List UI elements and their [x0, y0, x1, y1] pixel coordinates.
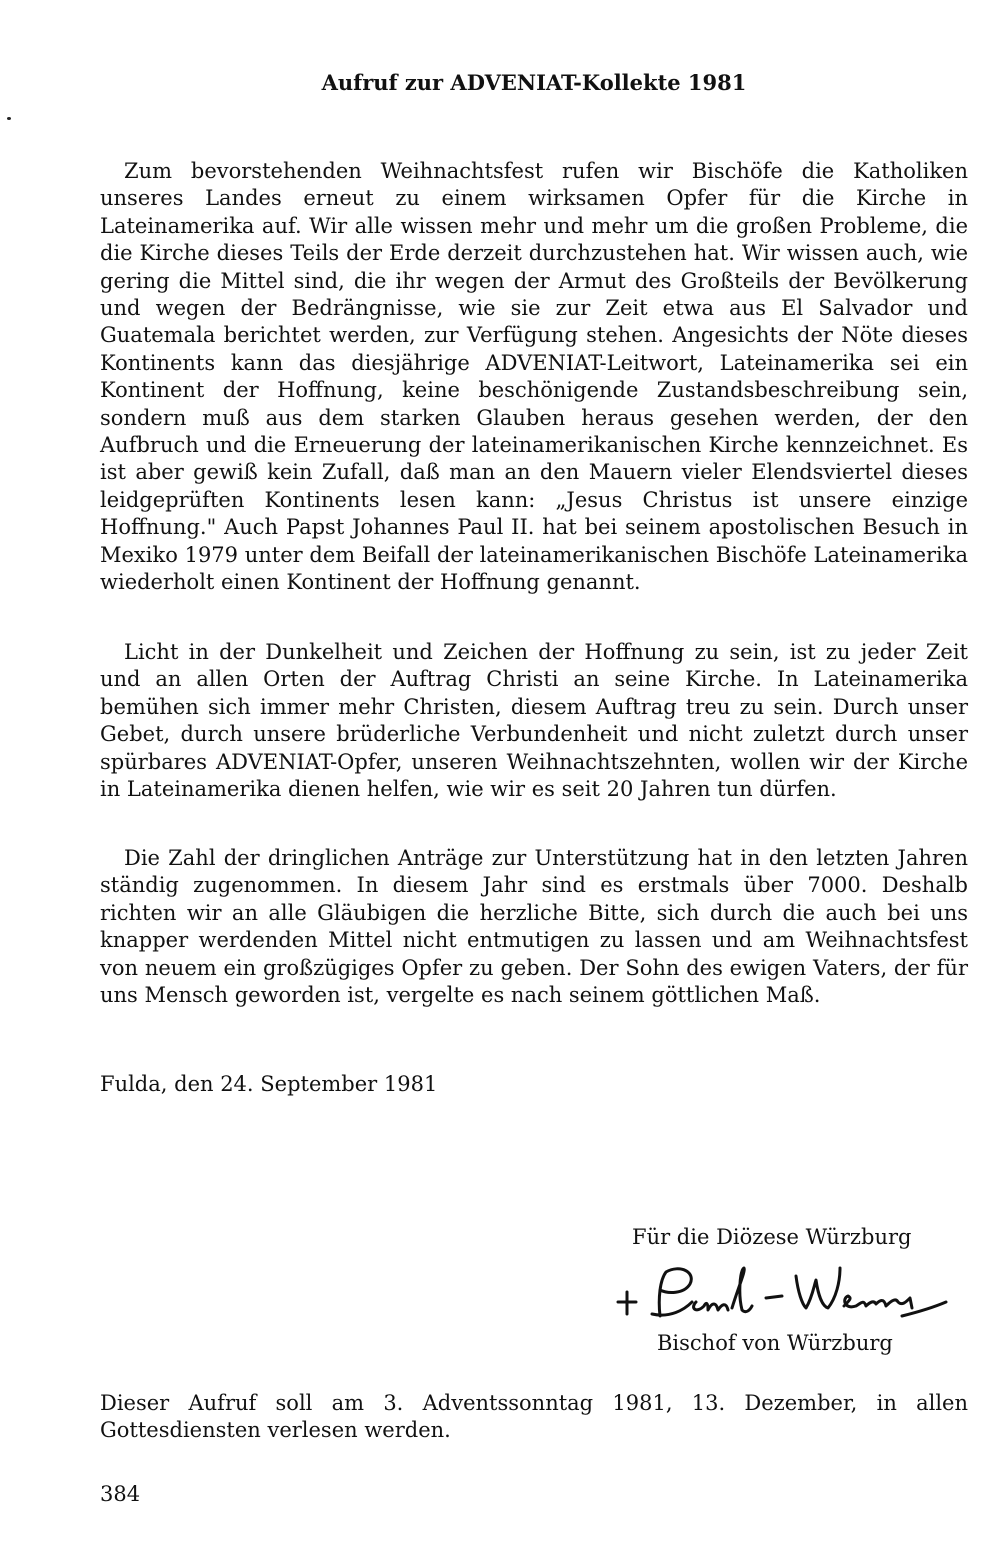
document-title: Aufruf zur ADVENIAT-Kollekte 1981 — [321, 70, 747, 95]
body-paragraph-3 — [100, 845, 968, 1009]
paragraph-text: Licht in der Dunkelheit und Zeichen der Hoffnung zu sein, ist zu jeder Zeit und an allen Orten der Auftrag Christi an seine Kirche. In Lateinamerika bemühen sich immer mehr Christen, diesem Auftrag treu zu sein. Durch unser Gebet, durch unsere brüderliche Verbundenheit und nicht zuletzt durch unser spürbares ADVENIAT-Opfer, unseren Weihnachtszehnten, wollen wir der Kirche in Lateinamerika dienen helfen, wie wir es seit 20 Jahren tun dürfen. — [100, 640, 968, 802]
body-paragraph-1 — [100, 158, 968, 597]
page-number: 384 — [100, 1482, 141, 1506]
paragraph-text: Die Zahl der dringlichen Anträge zur Unterstützung hat in den letzten Jahren ständig zugenommen. In diesem Jahr sind es erstmals über 7000. Deshalb richten wir an alle Gläubigen die herzliche Bitte, sich durch die auch bei uns knapper werdenden Mittel nicht entmutigen zu lassen und am Weihnachtsfest von neuem ein großzügiges Opfer zu geben. Der Sohn des ewigen Vaters, der für uns Mensch geworden ist, vergelte es nach seinem göttlichen Maß. — [100, 846, 968, 1008]
diocese-line: Für die Diözese Würzburg — [632, 1225, 912, 1249]
place-date: Fulda, den 24. September 1981 — [100, 1072, 438, 1096]
scan-speck — [7, 117, 11, 120]
handwritten-signature — [600, 1258, 960, 1330]
paragraph-text: Zum bevorstehenden Weihnachtsfest rufen wir Bischöfe die Katholiken unseres Landes erneut zu einem wirksamen Opfer für die Kirche in Lateinamerika auf. Wir alle wissen mehr und mehr um die großen Probleme, die die Kirche dieses Teils der Erde derzeit durchzustehen hat. Wir wissen auch, wie gering die Mittel sind, die ihr wegen der Armut des Großteils der Bevölkerung und wegen der Bedrängnisse, wie sie zur Zeit etwa aus El Salvador und Guatemala berichtet werden, zur Verfügung stehen. Angesichts der Nöte dieses Kontinents kann das diesjährige ADVENIAT-Leitwort, Lateinamerika sei ein Kontinent der Hoffnung, keine beschönigende Zustandsbeschreibung sein, sondern muß aus dem starken Glauben heraus gesehen werden, der den Aufbruch und die Erneuerung der lateinamerikanischen Kirche kennzeichnet. Es ist aber gewiß kein Zufall, daß man an den Mauern vieler Elendsviertel dieses leidgeprüften Kontinents lesen kann: „Jesus Christus ist unsere einzige Hoffnung." Auch Papst Johannes Paul II. hat bei seinem apostolischen Besuch in Mexiko 1979 unter dem Beifall der lateinamerikanischen Bischöfe Lateinamerika wiederholt einen Kontinent der Hoffnung genannt. — [100, 159, 968, 595]
body-paragraph-2 — [100, 639, 968, 803]
bishop-title: Bischof von Würzburg — [657, 1331, 893, 1355]
final-note: Dieser Aufruf soll am 3. Adventssonntag 1981, 13. Dezember, in allen Gottesdiensten verlesen werden. — [100, 1391, 968, 1443]
